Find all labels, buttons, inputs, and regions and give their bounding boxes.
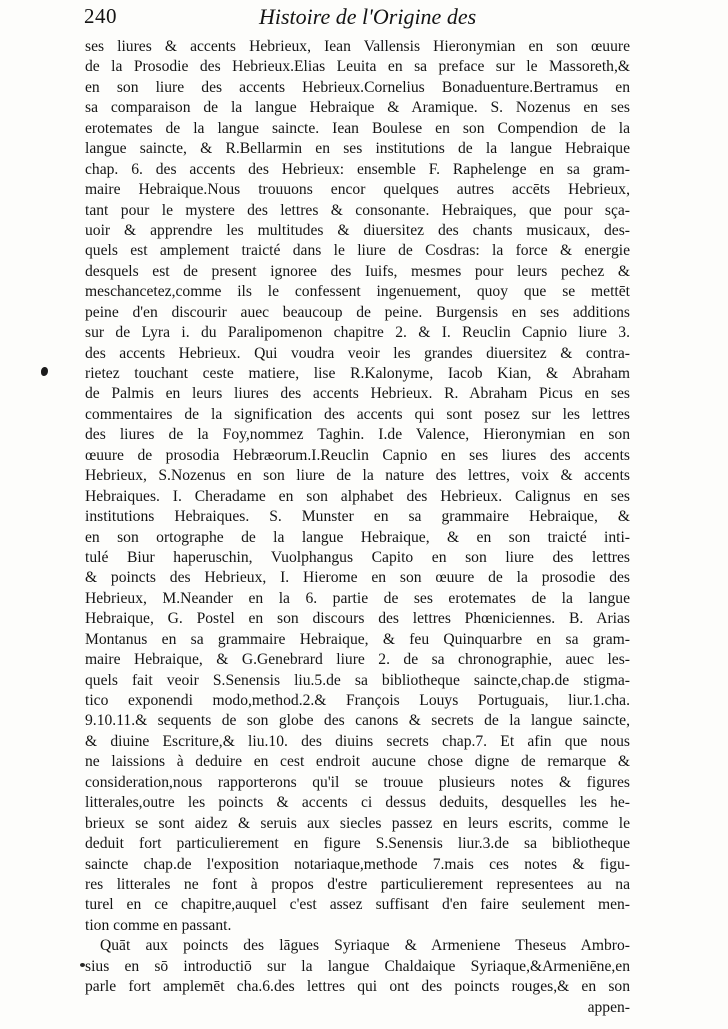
text-line: des accents Hebrieux. Qui voudra veoir les grandes diuersitez & contra- <box>85 344 630 362</box>
text-line: Hebrieux, S.Nozenus en son liure de la nature des lettres, voix & accents <box>85 467 630 485</box>
text-line: turel en ce chapitre,auquel c'est assez suffisant d'en faire seulement men- <box>85 896 630 914</box>
text-line: rietez touchant ceste matiere, lise R.Kalonyme, Iacob Kian, & Abraham <box>85 365 630 382</box>
text-line: & poincts des Hebrieux, I. Hierome en son œuure de la prosodie des <box>85 569 630 587</box>
text-line: quels est amplement traicté dans le liure de Cosdras: la force & energie <box>85 242 630 260</box>
catchword: appen- <box>587 998 630 1016</box>
text-line: maire Hebraique.Nous trouuons encor quelques autres accēts Hebrieux, <box>85 181 630 199</box>
text-line: meschancetez,comme ils le confessent ingenuement, quoy que se mettēt <box>85 283 630 301</box>
text-line: en son ortographe de la langue Hebraique, & en son traicté inti- <box>85 528 630 546</box>
text-line: 9.10.11.& sequents de son globe des canons & secrets de la langue saincte, <box>85 712 630 730</box>
text-line: litterales,outre les poincts & accents ci dessus deduits, desquelles les he- <box>85 794 630 812</box>
text-line: consideration,nous rapporterons qu'il se trouue plusieurs notes & figures <box>85 773 630 791</box>
text-line: ses liures & accents Hebrieux, Iean Vallensis Hieronymian en son œuure <box>85 38 630 55</box>
text-line: quels fait veoir S.Senensis liu.5.de sa bibliotheque saincte,chap.de stigma- <box>85 671 630 689</box>
text-line: de Palmis en leurs liures des accents Hebrieux. R. Abraham Picus en ses <box>85 385 630 403</box>
text-line: œuure de prosodia Hebræorum.I.Reuclin Capnio en ses liures des accents <box>85 446 630 464</box>
text-line: Hebrieux, M.Neander en la 6. partie de ses erotemates de la langue <box>85 589 630 607</box>
text-line: Montanus en sa grammaire Hebraique, & feu Quinquarbre en sa gram- <box>85 630 630 648</box>
text-line: uoir & apprendre les multitudes & diuersitez des chants musicaux, des- <box>85 221 630 239</box>
text-line: erotemates de la langue saincte. Iean Boulese en son Compendion de la <box>85 119 630 137</box>
page-header <box>84 4 624 34</box>
text-line: des liures de la Foy,nommez Taghin. I.de Valence, Hieronymian en son <box>85 426 630 444</box>
text-line: peine d'en discourir auec beaucoup de peine. Burgensis en ses additions <box>85 303 630 321</box>
running-title: Histoire de l'Origine des <box>259 4 477 29</box>
text-line: & diuine Escriture,& liu.10. des diuins secrets chap.7. Et afin que nous <box>85 732 630 750</box>
text-line: parle fort amplemēt cha.6.des lettres qui ont des poincts rouges,& en son <box>85 978 630 996</box>
text-line: tant pour le mystere des lettres & consonante. Hebraiques, que pour sça- <box>85 201 630 219</box>
text-line: chap. 6. des accents des Hebrieux: ensemble F. Raphelenge en sa gram- <box>85 160 630 178</box>
text-line: saincte chap.de l'exposition notariaque,methode 7.mais ces notes & figu- <box>85 855 630 873</box>
text-line: deduit fort particulierement en figure S.Senensis liur.3.de sa bibliotheque <box>85 835 630 853</box>
text-line: Quāt aux poincts des lāgues Syriaque & Armeniene Theseus Ambro- <box>100 937 630 955</box>
text-line: tion comme en passant. <box>85 916 232 934</box>
text-line: tico exponendi modo,method.2.& François Louys Portuguais, liur.1.cha. <box>85 692 630 709</box>
text-line: brieux se sont aidez & seruis aux siecles passez en leurs escrits, comme le <box>85 814 630 832</box>
text-line: Hebraiques. I. Cheradame en son alphabet des Hebrieux. Calignus en ses <box>85 487 630 505</box>
text-line: ne laissions à deduire en cest endroit aucune chose digne de remarque & <box>85 753 630 771</box>
text-line: Hebraique, G. Postel en son discours des lettres Phœniciennes. B. Arias <box>85 610 630 628</box>
text-line: desquels est de present ignoree des Iuifs, mesmes pour leurs pechez & <box>85 262 630 280</box>
body-text <box>85 37 630 1018</box>
text-line: langue saincte, & R.Bellarmin en ses institutions de la langue Hebraique <box>85 140 630 158</box>
text-line: commentaires de la signification des accents qui sont posez sur les lettres <box>85 405 630 423</box>
text-line: res litterales ne font à propos d'estre particulierement representees au na <box>85 875 630 893</box>
ink-blot-mark <box>41 367 48 376</box>
text-line: institutions Hebraiques. S. Munster en sa grammaire Hebraique, & <box>85 508 630 526</box>
text-line: sius en sō introductiō sur la langue Chaldaique Syriaque,&Armeniēne,en <box>85 957 630 975</box>
page-number: 240 <box>84 4 117 28</box>
text-line: sur de Lyra i. du Paralipomenon chapitre 2. & I. Reuclin Capnio liure 3. <box>85 324 630 342</box>
text-line: tulé Biur haperuschin, Vuolphangus Capito en son liure des lettres <box>85 548 630 566</box>
text-line: en son liure des accents Hebrieux.Cornelius Bonaduenture.Bertramus en <box>85 78 630 96</box>
text-line: de la Prosodie des Hebrieux.Elias Leuita en sa preface sur le Massoreth,& <box>85 58 630 76</box>
text-line: sa comparaison de la langue Hebraique & Aramique. S. Nozenus en ses <box>85 99 630 117</box>
text-line: maire Hebraique, & G.Genebrard liure 2. de sa chronographie, auec les- <box>85 651 630 669</box>
